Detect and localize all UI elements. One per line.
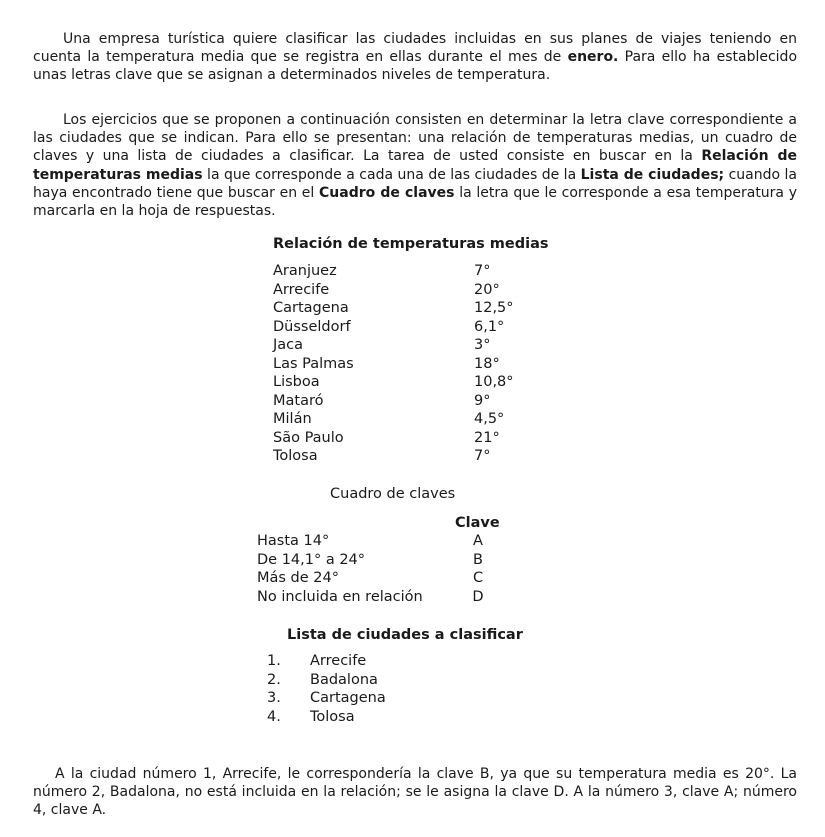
temp-value: 9° <box>474 392 491 409</box>
temp-value: 7° <box>474 448 491 464</box>
temp-value: 20° <box>474 281 500 298</box>
temp-value: 10,8° <box>474 374 514 390</box>
temp-city: Arrecife <box>273 281 330 298</box>
temp-city: Jaca <box>273 337 304 353</box>
list-title: Lista de ciudades a clasificar <box>287 627 523 643</box>
intro-p2-text-1: Los ejercicios que se proponen a continuación consisten en determinar la letra clave correspondiente a las ciudades que se indican. Para ello se presentan: una relación de temperaturas medias, un cuadro de claves y una lista de ciudades a clasificar. La tarea de usted consiste en buscar en la <box>33 112 797 165</box>
intro-p2-bold-lista: Lista de ciudades; <box>580 166 725 183</box>
keys-title: Cuadro de claves <box>330 486 456 502</box>
list-item-number: 1. <box>267 653 281 669</box>
temp-value: 12,5° <box>474 300 514 316</box>
list-item-city: Cartagena <box>310 690 386 706</box>
temp-city: Mataró <box>273 392 324 409</box>
temp-value: 3° <box>474 337 491 353</box>
intro-p2-bold-relacion: Relación de temperaturas medias <box>33 148 797 183</box>
temperatures-title: Relación de temperaturas medias <box>273 236 549 252</box>
key-range: Más de 24° <box>257 570 339 586</box>
intro-paragraph-1 <box>33 30 797 85</box>
intro-p2-text-4: la letra que le corresponde a esa temperatura y marcarla en la hoja de respuestas. <box>33 184 797 220</box>
intro-p1-text-a: Una empresa turística quiere clasificar las ciudades incluidas en sus planes de viajes teniendo en cuenta la temperatura media que se registra en ellas durante el mes de <box>33 31 797 66</box>
key-letter: D <box>472 588 484 605</box>
temp-city: Düsseldorf <box>273 318 351 335</box>
temp-city: Aranjuez <box>273 263 337 279</box>
example-paragraph: A la ciudad número 1, Arrecife, le correspondería la clave B, ya que su temperatura media es 20°. La número 2, Badalona, no está incluida en la relación; se le asigna la clave D. A la número 3, clave A; número 4, clave A. <box>33 766 797 819</box>
temp-value: 6,1° <box>474 318 505 335</box>
list-item-city: Tolosa <box>310 708 355 725</box>
key-letter: B <box>473 551 483 568</box>
key-range: De 14,1° a 24° <box>257 551 366 568</box>
intro-p2-text-3: cuando la haya encontrado tiene que buscar en el <box>33 166 798 201</box>
temp-city: Lisboa <box>273 374 320 390</box>
temp-value: 21° <box>474 429 500 446</box>
list-item-city: Arrecife <box>310 653 367 669</box>
list-item-number: 2. <box>267 671 281 688</box>
temp-city: Cartagena <box>273 300 349 316</box>
temp-value: 4,5° <box>474 411 505 427</box>
key-letter: C <box>472 570 484 586</box>
key-range: Hasta 14° <box>257 533 330 549</box>
intro-p2-text-2: la que corresponde a cada una de las ciudades de la <box>202 166 581 183</box>
temp-value: 18° <box>474 355 500 372</box>
key-letter: A <box>473 533 483 549</box>
list-item-city: Badalona <box>310 671 378 688</box>
intro-p2-bold-cuadro: Cuadro de claves <box>319 184 455 201</box>
key-range: No incluida en relación <box>257 588 423 605</box>
intro-paragraph-2 <box>33 111 797 220</box>
temp-city: Milán <box>273 411 312 427</box>
keys-column-header: Clave <box>455 515 500 531</box>
intro-p1-text-b: Para ello ha establecido unas letras clave que se asignan a determinados niveles de temperatura. <box>33 49 798 84</box>
list-item-number: 4. <box>267 708 281 725</box>
list-item-number: 3. <box>267 690 281 706</box>
intro-p1-bold-enero: enero. <box>567 49 619 66</box>
temp-city: São Paulo <box>273 429 344 446</box>
temp-city: Tolosa <box>273 448 318 464</box>
temp-city: Las Palmas <box>273 355 354 372</box>
temp-value: 7° <box>474 263 491 279</box>
